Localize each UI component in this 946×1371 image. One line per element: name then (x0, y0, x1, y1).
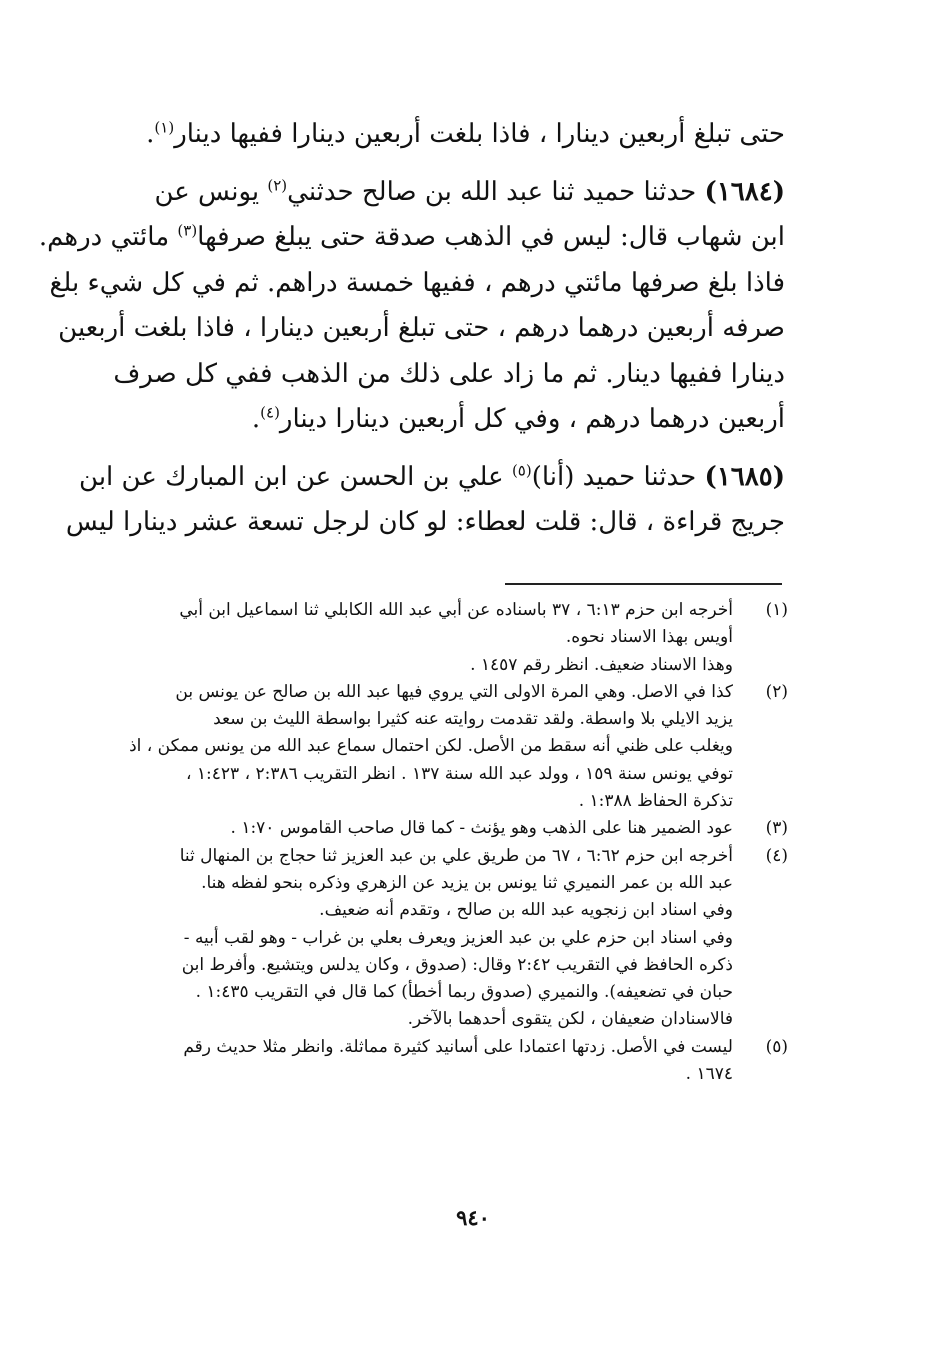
footnote-number: (٤) (765, 845, 788, 866)
text-line: فاذا بلغ صرفها مائتي درهم ، ففيها خمسة دراهم. ثم في كل شيء بلغ (49, 267, 785, 298)
footnote-line: عود الضمير هنا على الذهب وهو يؤنث - كما قال صاحب القاموس ١:٧٠ . (230, 818, 733, 839)
text-line: صرفه أربعين درهما درهم ، حتى تبلغ أربعين دينارا ، فاذا بلغت أربعين (58, 313, 785, 343)
footnote-line: ويغلب على ظني أنه سقط من الأصل. لكن احتمال سماع عبد الله من يونس ممكن ، اذ (129, 736, 733, 757)
footnote-line: ليست في الأصل. زدتها اعتمادا على أسانيد كثيرة مماثلة. وانظر مثلا حديث رقم (183, 1036, 733, 1057)
text-line: جريج قراءة ، قال: قلت لعطاء: لو كان لرجل تسعة عشر دينارا ليس (65, 507, 785, 537)
page-number: ٩٤٠ (456, 1205, 490, 1230)
footnote-item (120, 843, 788, 1034)
footnote-line: وفي اسناد ابن حزم علي بن عبد العزيز ويعرف بعلي بن غراب - وهو لقب أبيه - (183, 927, 733, 948)
footnote-line: عبد الله بن عمر النميري ثنا يونس بن يزيد عن الزهري وذكره بنحو لفظه هنا. (201, 872, 733, 893)
text-line: حتى تبلغ أربعين دينارا ، فاذا بلغت أربعين دينارا ففيها دينار$^{(١)}$. (146, 118, 785, 149)
footnote-ref[interactable]: (٣) (177, 221, 198, 240)
footnote-number: (١) (765, 600, 788, 620)
footnotes-section (120, 597, 788, 1088)
footnote-item (120, 679, 788, 815)
hadith-number: (١٦٨٤) (704, 176, 785, 207)
footnote-line: فالاسنادان ضعيفان ، لكن يتقوى أحدهما بالآخر. (407, 1009, 733, 1030)
footnote-line: كذا في الاصل. وهي المرة الاولى التي يروي فيها عبد الله بن صالح عن يونس بن (175, 681, 733, 702)
footnote-item (120, 1034, 788, 1089)
footnote-line: أخرجه ابن حزم ٦:٦٢ ، ٦٧ من طريق علي بن عبد العزيز ثنا حجاج بن المنهال ثنا (179, 845, 733, 866)
footnote-line: حبان في تضعيفه). والنميري (صدوق ربما أخطأ) كما قال في التقريب ١:٤٣٥ . (195, 982, 733, 1003)
footnote-number: (٢) (765, 681, 788, 702)
footnote-line: وفي اسناد ابن زنجويه عبد الله بن صالح ، وتقدم أنه ضعيف. (319, 900, 733, 921)
footnote-ref[interactable]: (٥) (511, 460, 532, 479)
spacer (120, 158, 785, 170)
main-text-block (38, 112, 785, 546)
spacer (120, 443, 785, 455)
footnote-line: وهذا الاسناد ضعيف. انظر رقم ١٤٥٧ . (470, 654, 733, 675)
footnote-line: ذكره الحافظ في التقريب ٢:٤٢ وقال: (صدوق ، وكان يدلس ويتشيع. وأفرط ابن (181, 954, 733, 975)
text-line: دينارا ففيها دينار. ثم ما زاد على ذلك من الذهب ففي كل صرف (113, 358, 785, 389)
footnote-line: تذكرة الحفاظ ١:٣٨٨ . (578, 791, 733, 812)
footnote-ref[interactable]: (١) (154, 118, 175, 137)
footnote-line: أويس بهذا الاسناد نحوه. (565, 627, 733, 648)
footnote-ref[interactable]: (٢) (267, 175, 288, 194)
footnote-line: ١٦٧٤ . (685, 1064, 733, 1085)
hadith-1684-line: (١٦٨٤) حدثنا حميد ثنا عبد الله بن صالح حدثني$^{(٢)}$ يونس عن (154, 175, 785, 207)
hadith-number: (١٦٨٥) (704, 461, 785, 492)
footnote-line: يزيد الايلي بلا واسطة. ولقد تقدمت روايته عنه كثيرا بواسطة الليث بن سعد (213, 709, 733, 730)
footnote-number: (٣) (765, 818, 788, 839)
footnote-ref[interactable]: (٤) (260, 403, 280, 422)
footnote-item (120, 597, 788, 679)
footnote-line: أخرجه ابن حزم ٦:١٣ ، ٣٧ باسناده عن أبي عبد الله الكابلي ثنا اسماعيل ابن أبي (179, 600, 733, 620)
text-line: ابن شهاب قال: ليس في الذهب صدقة حتى يبلغ صرفها$^{(٣)}$ مائتي درهم. (38, 221, 785, 252)
footnote-item (120, 815, 788, 842)
text-line: أربعين درهما درهم ، وفي كل أربعين دينارا دينار$^{(٤)}$. (251, 403, 785, 434)
footnote-number: (٥) (765, 1036, 788, 1057)
footnote-separator (505, 583, 782, 585)
footnote-line: توفي يونس سنة ١٥٩ ، وولد عبد الله سنة ١٣٧ . انظر التقريب ٢:٣٨٦ ، ١:٤٢٣ ، (186, 763, 733, 784)
hadith-1685-line: (١٦٨٥) حدثنا حميد (أنا)$^{(٥)}$ علي بن الحسن عن ابن المبارك عن ابن (79, 460, 785, 492)
